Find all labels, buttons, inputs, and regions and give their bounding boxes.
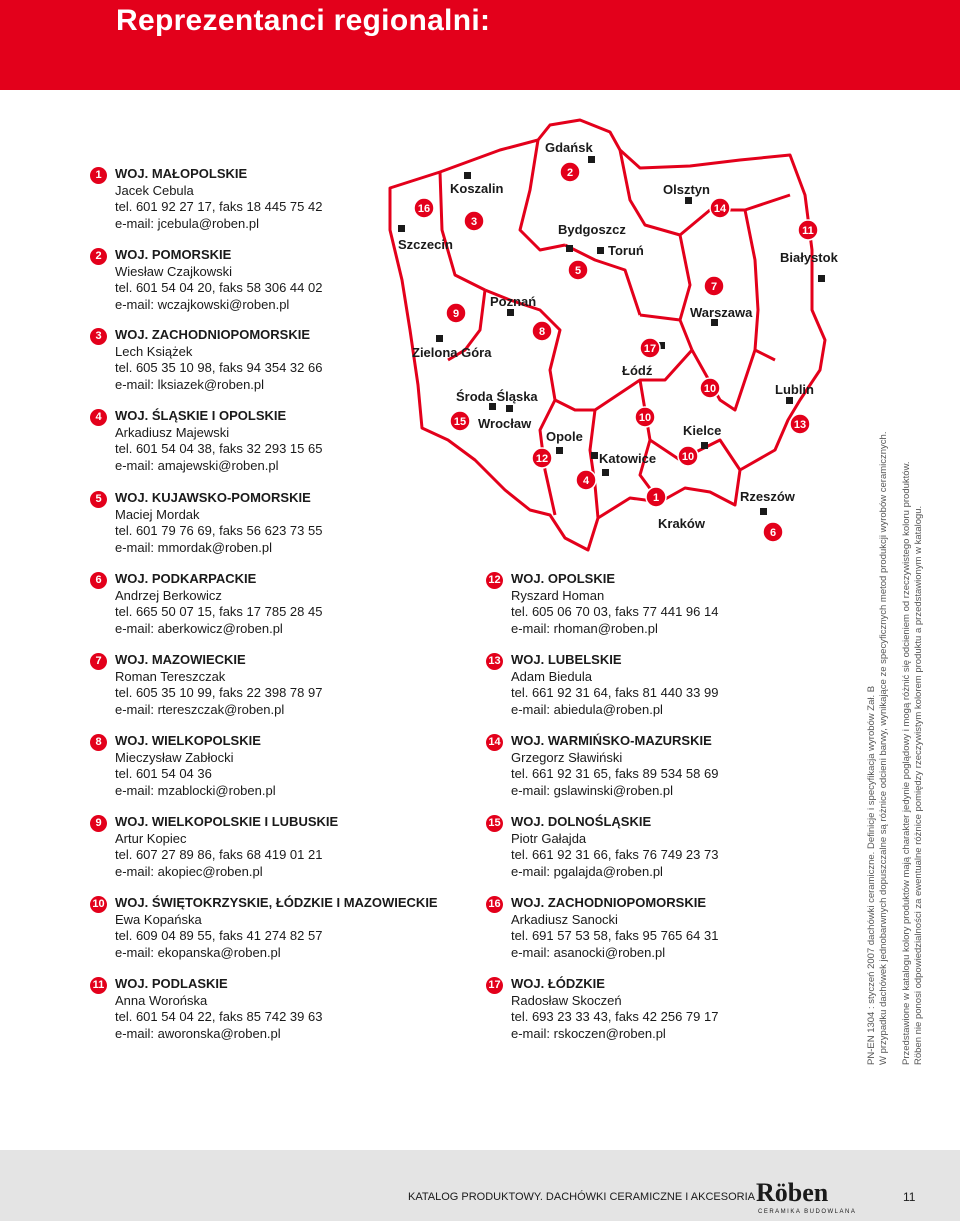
list-item: [95, 408, 323, 474]
region-border: [640, 315, 680, 320]
contact-email: e-mail: jcebula@roben.pl: [115, 215, 259, 231]
list-item: [488, 814, 719, 880]
contact-phone: tel. 661 92 31 66, faks 76 749 23 73: [511, 847, 719, 862]
list-item: [92, 976, 323, 1042]
region-title: WOJ. OPOLSKIE: [511, 571, 616, 586]
contact-email: e-mail: aberkowicz@roben.pl: [115, 620, 283, 636]
contact-email: e-mail: lksiazek@roben.pl: [115, 376, 265, 392]
region-number-badge: 5: [90, 491, 107, 508]
header-bar: [0, 0, 960, 90]
region-title: WOJ. ZACHODNIOPOMORSKIE: [115, 327, 311, 342]
region-number-badge: 6: [90, 572, 107, 589]
region-number-badge: 4: [90, 409, 107, 426]
region-number-label: 15: [453, 416, 467, 428]
contact-name: Radosław Skoczeń: [511, 992, 622, 1008]
region-title: WOJ. ŁÓDZKIE: [511, 976, 605, 991]
list-item: [95, 327, 323, 393]
region-border: [692, 350, 755, 410]
region-number-badge: 7: [90, 653, 107, 670]
list-item: [488, 571, 719, 637]
city-label: Koszalin: [450, 181, 504, 196]
contact-name: Roman Tereszczak: [115, 668, 226, 684]
contact-email: e-mail: rskoczen@roben.pl: [511, 1025, 666, 1041]
city-marker: [701, 442, 708, 449]
contact-phone: tel. 609 04 89 55, faks 41 274 82 57: [115, 928, 323, 943]
region-number-badge: 15: [486, 815, 503, 832]
contact-email: e-mail: asanocki@roben.pl: [511, 944, 666, 960]
footer-bar: [0, 1150, 960, 1221]
region-border: [745, 210, 775, 360]
city-marker: [591, 452, 598, 459]
contact-phone: tel. 605 35 10 99, faks 22 398 78 97: [115, 685, 323, 700]
side-note-line: PN-EN 1304 : styczeń 2007 dachówki ceramiczne. Definicje i specyfikacja wyrobów Zał. B: [866, 685, 877, 1065]
side-note-line: Röben nie ponosi odpowiedzialności za ewentualne różnice pomiędzy rzeczywistym kolorem produktu a przedstawionym w katalogu.: [912, 505, 924, 1065]
city-marker: [597, 247, 604, 254]
region-number-badge: 10: [90, 896, 107, 913]
region-number-badge: 8: [90, 734, 107, 751]
brand-tagline: CERAMIKA BUDOWLANA: [758, 1209, 857, 1215]
region-title: WOJ. WIELKOPOLSKIE I LUBUSKIE: [115, 814, 339, 829]
city-label: Zielona Góra: [412, 345, 492, 360]
contact-email: e-mail: akopiec@roben.pl: [115, 863, 263, 879]
region-title: WOJ. MAŁOPOLSKIE: [115, 166, 248, 181]
contact-phone: tel. 665 50 07 15, faks 17 785 28 45: [115, 604, 323, 619]
region-number-label: 11: [802, 225, 814, 237]
city-label: Opole: [546, 429, 583, 444]
region-border: [555, 350, 692, 410]
city-marker: [566, 245, 573, 252]
region-number-label: 16: [417, 203, 431, 215]
city-marker: [760, 508, 767, 515]
city-marker: [588, 156, 595, 163]
region-number-label: 2: [566, 167, 574, 179]
region-title: WOJ. WIELKOPOLSKIE: [115, 733, 261, 748]
region-title: WOJ. PODLASKIE: [115, 976, 228, 991]
region-number-label: 3: [470, 216, 478, 228]
region-number-label: 10: [681, 451, 695, 463]
region-number-badge: 1: [90, 167, 107, 184]
city-marker: [507, 309, 514, 316]
region-number-badge: 14: [486, 734, 503, 751]
region-number-label: 13: [793, 419, 807, 431]
city-label: Katowice: [599, 451, 657, 466]
contact-phone: tel. 601 54 04 22, faks 85 742 39 63: [115, 1009, 323, 1024]
contact-phone: tel. 601 54 04 36: [115, 766, 212, 781]
region-number-badge: 13: [486, 653, 503, 670]
list-item: [92, 895, 438, 961]
region-number-badge: 3: [90, 328, 107, 345]
region-title: WOJ. MAZOWIECKIE: [115, 652, 246, 667]
city-marker: [711, 319, 718, 326]
list-item: [95, 652, 323, 718]
region-number-label: 7: [710, 281, 718, 293]
region-number-badge: 12: [486, 572, 503, 589]
city-marker: [556, 447, 563, 454]
contact-name: Ewa Kopańska: [115, 911, 202, 927]
contact-phone: tel. 601 79 76 69, faks 56 623 73 55: [115, 523, 323, 538]
contact-phone: tel. 607 27 89 86, faks 68 419 01 21: [115, 847, 323, 862]
region-number-label: 6: [769, 527, 777, 539]
city-label: Szczecin: [398, 237, 453, 252]
city-label: Lublin: [775, 382, 814, 397]
contact-phone: tel. 601 54 04 38, faks 32 293 15 65: [115, 441, 323, 456]
region-number-label: 1: [652, 492, 660, 504]
region-number-label: 17: [643, 343, 657, 355]
list-item: [95, 166, 323, 232]
region-title: WOJ. POMORSKIE: [115, 247, 232, 262]
contact-phone: tel. 605 35 10 98, faks 94 354 32 66: [115, 360, 323, 375]
city-label: Kraków: [658, 516, 705, 531]
city-label: Wrocław: [478, 416, 532, 431]
contact-name: Adam Biedula: [511, 668, 592, 684]
contact-name: Maciej Mordak: [115, 506, 200, 522]
region-number-label: 10: [638, 412, 652, 424]
region-title: WOJ. LUBELSKIE: [511, 652, 622, 667]
contact-email: e-mail: aworonska@roben.pl: [115, 1025, 281, 1041]
contact-email: e-mail: mzablocki@roben.pl: [115, 782, 276, 798]
side-note: [866, 65, 924, 1065]
region-title: WOJ. PODKARPACKIE: [115, 571, 257, 586]
contact-phone: tel. 693 23 33 43, faks 42 256 79 17: [511, 1009, 719, 1024]
contact-email: e-mail: pgalajda@roben.pl: [511, 863, 663, 879]
list-item: [488, 652, 719, 718]
list-item: [95, 733, 276, 799]
contact-email: e-mail: mmordak@roben.pl: [115, 539, 272, 555]
contact-email: e-mail: gslawinski@roben.pl: [511, 782, 674, 798]
list-item: [95, 571, 323, 637]
contact-email: e-mail: abiedula@roben.pl: [511, 701, 663, 717]
contact-name: Anna Worońska: [115, 992, 208, 1008]
city-marker: [464, 172, 471, 179]
city-label: Białystok: [780, 250, 838, 265]
city-marker: [685, 197, 692, 204]
contact-phone: tel. 661 92 31 64, faks 81 440 33 99: [511, 685, 719, 700]
city-label: Bydgoszcz: [558, 222, 626, 237]
contact-name: Ryszard Homan: [511, 587, 605, 603]
region-number-badge: 17: [486, 977, 503, 994]
contact-name: Grzegorz Sławiński: [511, 749, 623, 765]
region-number-label: 5: [574, 265, 582, 277]
city-label: Gdańsk: [545, 140, 593, 155]
region-title: WOJ. DOLNOŚLĄSKIE: [511, 814, 652, 829]
region-number-label: 4: [582, 475, 590, 487]
contact-phone: tel. 661 92 31 65, faks 89 534 58 69: [511, 766, 719, 781]
contact-email: e-mail: ekopanska@roben.pl: [115, 944, 281, 960]
region-number-badge: 11: [90, 977, 107, 994]
contact-name: Arkadiusz Sanocki: [511, 911, 618, 927]
city-label: Olsztyn: [663, 182, 710, 197]
contact-name: Artur Kopiec: [115, 830, 187, 846]
regions-map: [380, 110, 850, 570]
city-marker: [602, 469, 609, 476]
city-marker: [818, 275, 825, 282]
city-marker: [506, 405, 513, 412]
city-label: Poznań: [490, 294, 537, 309]
city-marker: [398, 225, 405, 232]
region-border: [590, 410, 598, 518]
region-border: [680, 235, 692, 350]
contact-name: Arkadiusz Majewski: [115, 424, 230, 440]
page-number: 11: [903, 1190, 916, 1204]
city-label: Łódź: [622, 363, 653, 378]
city-marker: [436, 335, 443, 342]
region-number-label: 8: [538, 326, 546, 338]
contact-name: Wiesław Czajkowski: [115, 263, 233, 279]
contact-phone: tel. 601 54 04 20, faks 58 306 44 02: [115, 280, 323, 295]
page-title: Reprezentanci regionalni:: [116, 4, 491, 37]
list-item: [95, 490, 323, 556]
city-label: Warszawa: [690, 305, 753, 320]
list-item: [488, 895, 719, 961]
contact-email: e-mail: rhoman@roben.pl: [511, 620, 658, 636]
city-marker: [489, 403, 496, 410]
list-item: [488, 976, 719, 1042]
contact-name: Mieczysław Zabłocki: [115, 749, 234, 765]
region-number-badge: 16: [486, 896, 503, 913]
region-title: WOJ. KUJAWSKO-POMORSKIE: [115, 490, 311, 505]
region-title: WOJ. WARMIŃSKO-MAZURSKIE: [511, 733, 712, 748]
contact-name: Jacek Cebula: [115, 182, 194, 198]
list-item: [95, 247, 323, 313]
city-marker: [786, 397, 793, 404]
contact-email: e-mail: amajewski@roben.pl: [115, 457, 279, 473]
region-number-badge: 9: [90, 815, 107, 832]
region-title: WOJ. ŚLĄSKIE I OPOLSKIE: [115, 408, 287, 423]
region-title: WOJ. ŚWIĘTOKRZYSKIE, ŁÓDZKIE I MAZOWIECKIE: [115, 895, 438, 910]
city-label: Kielce: [683, 423, 722, 438]
region-number-label: 12: [535, 453, 549, 465]
contact-phone: tel. 601 92 27 17, faks 18 445 75 42: [115, 199, 323, 214]
catalog-title: KATALOG PRODUKTOWY. DACHÓWKI CERAMICZNE I AKCESORIA: [408, 1191, 755, 1203]
region-title: WOJ. ZACHODNIOPOMORSKIE: [511, 895, 707, 910]
side-note-line: W przypadku dachówek jednobarwnych dopuszczalne są różnice odcieni barwy, wynikające ze specyficznych metod produkcji wyrobów ceramicznych.: [877, 431, 889, 1065]
contact-phone: tel. 605 06 70 03, faks 77 441 96 14: [511, 604, 719, 619]
region-number-label: 10: [703, 383, 717, 395]
contact-email: e-mail: rtereszczak@roben.pl: [115, 701, 285, 717]
side-note-line: Przedstawione w katalogu kolory produktów mają charakter jedynie poglądowy i mogą różnić się odcieniem od rzeczywistego koloru produktów.: [901, 461, 912, 1065]
region-number-badge: 2: [90, 248, 107, 265]
contact-name: Piotr Gałajda: [511, 830, 587, 846]
city-label: Środa Śląska: [456, 389, 538, 404]
brand-logo: Röben: [756, 1178, 829, 1207]
city-label: Rzeszów: [740, 489, 795, 504]
contact-name: Andrzej Berkowicz: [115, 587, 222, 603]
list-item: [488, 733, 719, 799]
city-label: Toruń: [608, 243, 644, 258]
contact-phone: tel. 691 57 53 58, faks 95 765 64 31: [511, 928, 719, 943]
region-border: [680, 195, 790, 235]
list-item: [95, 814, 339, 880]
region-number-label: 14: [713, 203, 727, 215]
region-number-label: 9: [452, 308, 460, 320]
contact-name: Lech Książek: [115, 343, 193, 359]
contact-email: e-mail: wczajkowski@roben.pl: [115, 296, 290, 312]
